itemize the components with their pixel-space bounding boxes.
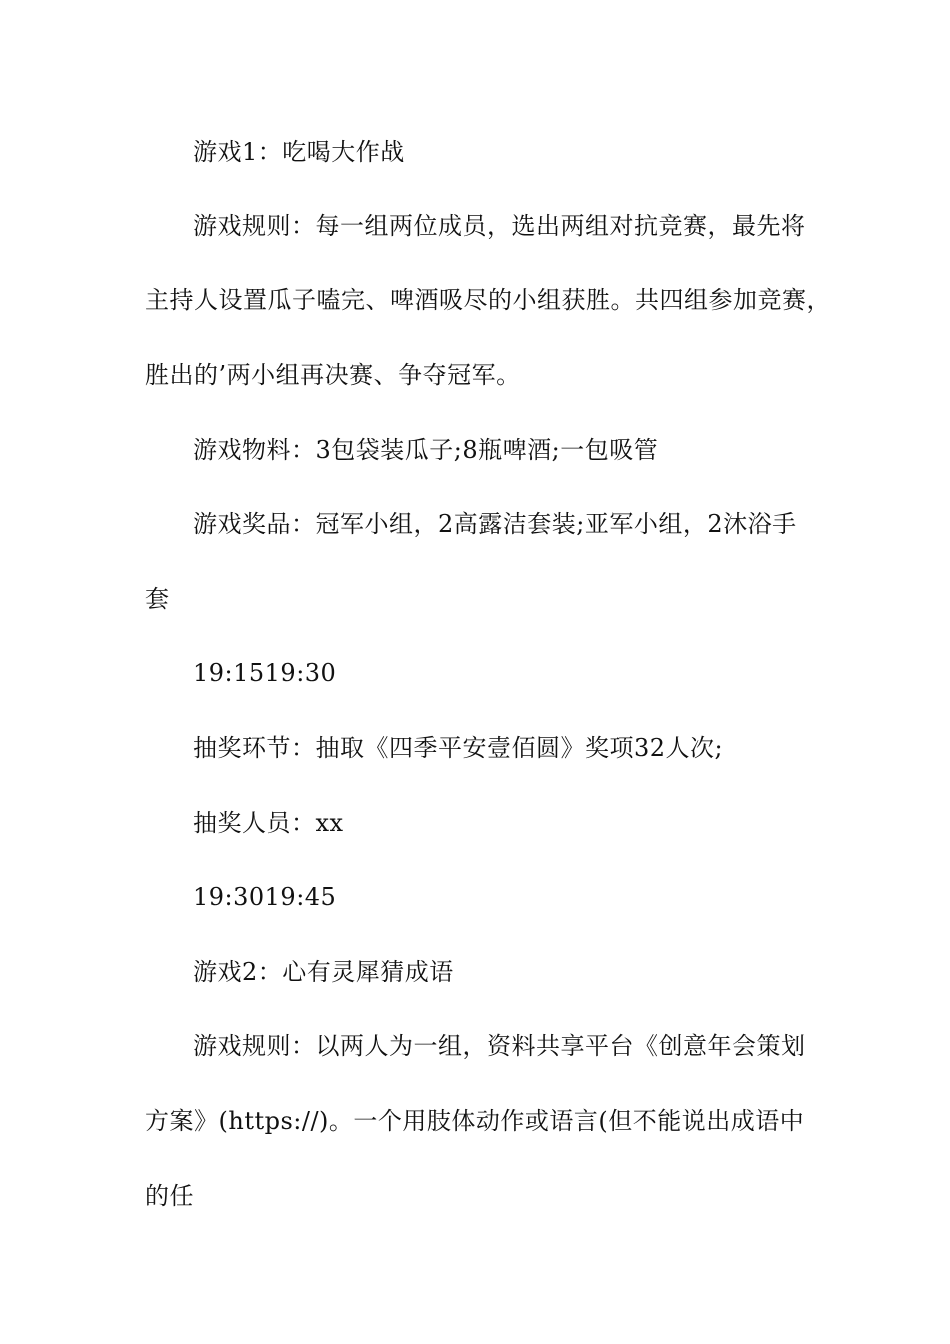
game-1-rules-line-3: 胜出的’两小组再决赛、争夺冠军。	[145, 361, 521, 389]
game-1-rules-line-2: 主持人设置瓜子嗑完、啤酒吸尽的小组获胜。共四组参加竞赛，	[145, 286, 831, 314]
game-1-rules-line-1: 游戏规则：每一组两位成员，选出两组对抗竞赛，最先将	[193, 212, 806, 240]
lottery-segment: 抽奖环节：抽取《四季平安壹佰圆》奖项32人次;	[193, 734, 724, 762]
game-2-rules-line-2: 方案》(https://)。一个用肢体动作或语言(但不能说出成语中	[145, 1107, 805, 1135]
lottery-staff: 抽奖人员：xx	[193, 809, 344, 837]
game-2-title: 游戏2：心有灵犀猜成语	[193, 958, 454, 986]
game-1-prizes-line-2: 套	[145, 585, 170, 613]
game-1-materials: 游戏物料：3包袋装瓜子;8瓶啤酒;一包吸管	[193, 436, 659, 464]
time-slot-1: 19:1519:30	[193, 659, 337, 687]
game-2-rules-line-1: 游戏规则：以两人为一组，资料共享平台《创意年会策划	[193, 1032, 806, 1060]
game-1-prizes-line-1: 游戏奖品：冠军小组，2高露洁套装;亚军小组，2沐浴手	[193, 510, 797, 538]
time-slot-2: 19:3019:45	[193, 883, 337, 911]
game-2-rules-line-3: 的任	[145, 1182, 194, 1210]
game-1-title: 游戏1：吃喝大作战	[193, 138, 405, 166]
